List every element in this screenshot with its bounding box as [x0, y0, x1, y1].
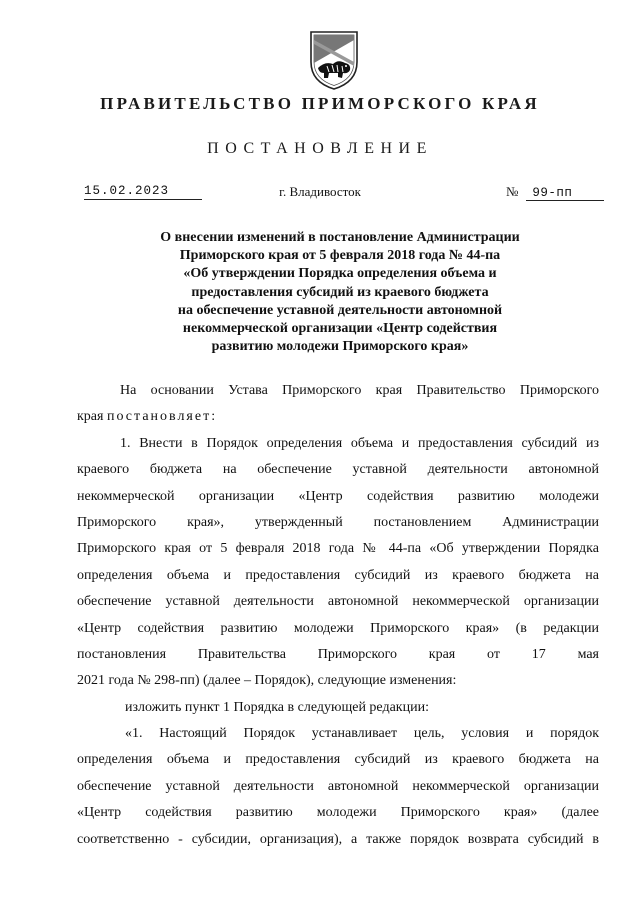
organization-name: ПРАВИТЕЛЬСТВО ПРИМОРСКОГО КРАЯ: [100, 94, 540, 113]
body-line: На основании Устава Приморского края Правительство Приморского: [120, 383, 599, 398]
resolution-word: постановляет:: [106, 409, 218, 425]
document-type: ПОСТАНОВЛЕНИЕ: [207, 140, 433, 157]
title-line: некоммерческой организации «Центр содействия: [182, 321, 498, 337]
coat-of-arms-icon: [305, 28, 363, 92]
body-line: «Центр содействия развитию молодежи Приморского края» (далее: [77, 805, 599, 821]
title-line: «Об утверждении Порядка определения объема и: [183, 266, 497, 282]
body-line: 2021 года № 298-пп) (далее – Порядок), следующие изменения:: [77, 673, 457, 689]
body-text: края: [77, 409, 107, 425]
body-line: «1. Настоящий Порядок устанавливает цель, условия и порядок: [125, 726, 599, 742]
number-sign: №: [506, 184, 519, 199]
body-line: [77, 404, 599, 430]
title-line: Приморского края от 5 февраля 2018 года № 44-па: [179, 248, 501, 264]
body-line: обеспечение уставной деятельности автономной некоммерческой организации: [77, 594, 599, 610]
body-line: определения объема и предоставления субсидий из краевого бюджета на: [77, 567, 599, 583]
body-line: обеспечение уставной деятельности автономной некоммерческой организации: [77, 778, 599, 794]
document-city: г. Владивосток: [279, 184, 361, 199]
title-line: на обеспечение уставной деятельности автономной: [177, 302, 503, 318]
body-line: соответственно - субсидии, организация), а также порядок возврата субсидий в: [77, 831, 599, 847]
body-line: Приморского края от 5 февраля 2018 года № 44-па «Об утверждении Порядка: [77, 541, 599, 557]
number-value: 99-пп: [526, 186, 604, 201]
body-line: краевого бюджета на обеспечение уставной деятельности автономной: [77, 462, 599, 478]
document-title: [90, 229, 590, 356]
body-line: определения объема и предоставления субсидий из краевого бюджета на: [77, 752, 599, 768]
title-line: предоставления субсидий из краевого бюджета: [191, 284, 489, 300]
body-line: постановления Правительства Приморского края от 17 мая: [77, 646, 599, 662]
document-number: [506, 184, 604, 201]
title-line: развитию молодежи Приморского края»: [211, 339, 469, 355]
body-line: некоммерческой организации «Центр содействия развитию молодежи: [77, 488, 599, 504]
body-line: 1. Внести в Порядок определения объема и предоставления субсидий из: [120, 435, 599, 451]
title-line: О внесении изменений в постановление Администрации: [160, 230, 520, 245]
document-date: 15.02.2023: [84, 184, 202, 200]
document-body: [77, 378, 599, 853]
body-line: «Центр содействия развитию молодежи Приморского края» (в редакции: [77, 620, 599, 636]
body-line: изложить пункт 1 Порядка в следующей редакции:: [125, 699, 429, 715]
body-line: Приморского края», утвержденный постановлением Администрации: [77, 514, 599, 530]
